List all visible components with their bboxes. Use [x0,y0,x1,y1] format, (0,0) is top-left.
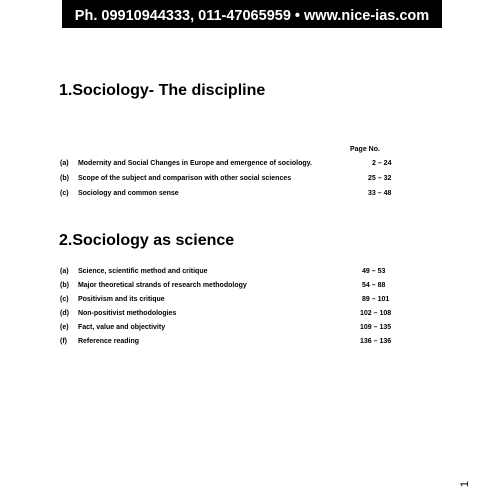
toc-row [60,174,392,184]
toc-item-text: Modernity and Social Changes in Europe and emergence of sociology. [77,160,312,167]
toc-item-number: (c) [60,296,69,303]
toc-item-pages: 25 – 32 [368,175,392,182]
toc-item-number: (e) [60,324,69,331]
toc-item-text: Sociology and common sense [77,190,179,197]
toc-item-number: (a) [60,268,69,275]
page-number: 1 [459,480,472,488]
header-banner [62,4,442,28]
toc-item-pages: 54 – 88 [362,282,386,289]
toc-row [60,267,386,277]
toc-item-pages: 2 – 24 [372,160,392,167]
toc-item-pages: 49 – 53 [362,268,386,275]
toc-item-number: (b) [60,282,69,289]
toc-item-pages: 102 – 108 [360,310,392,317]
toc-item-pages: 109 – 135 [360,324,392,331]
toc-item-text: Science, scientific method and critique [77,268,208,275]
toc-row [60,189,392,199]
toc-item-text: Positivism and its critique [77,296,165,303]
toc-row [60,159,392,169]
section-2-title: 2.Sociology as science [59,232,235,249]
toc-item-pages: 136 – 136 [360,338,392,345]
toc-item-pages: 89 – 101 [362,296,390,303]
toc-item-text: Major theoretical strands of research methodology [77,282,247,289]
toc-item-number: (b) [60,175,69,182]
toc-item-text: Non-positivist methodologies [77,310,177,317]
toc-item-text: Fact, value and objectivity [77,324,166,331]
toc-row [60,309,392,319]
toc-row [60,337,392,347]
toc-item-number: (d) [60,310,69,317]
toc-row [60,295,390,305]
page-no-label: Page No. [350,146,380,153]
toc-item-pages: 33 – 48 [368,190,392,197]
toc-item-number: (f) [60,338,67,345]
header-contact: Ph. 09910944333, 011-47065959 • www.nice-ias.com [74,8,430,24]
toc-item-text: Reference reading [77,338,140,345]
toc-item-number: (a) [60,160,69,167]
toc-item-number: (c) [60,190,69,197]
section-1-title: 1.Sociology- The discipline [59,82,266,99]
toc-row [60,281,386,291]
toc-row [60,323,392,333]
toc-item-text: Scope of the subject and comparison with other social sciences [77,175,292,182]
